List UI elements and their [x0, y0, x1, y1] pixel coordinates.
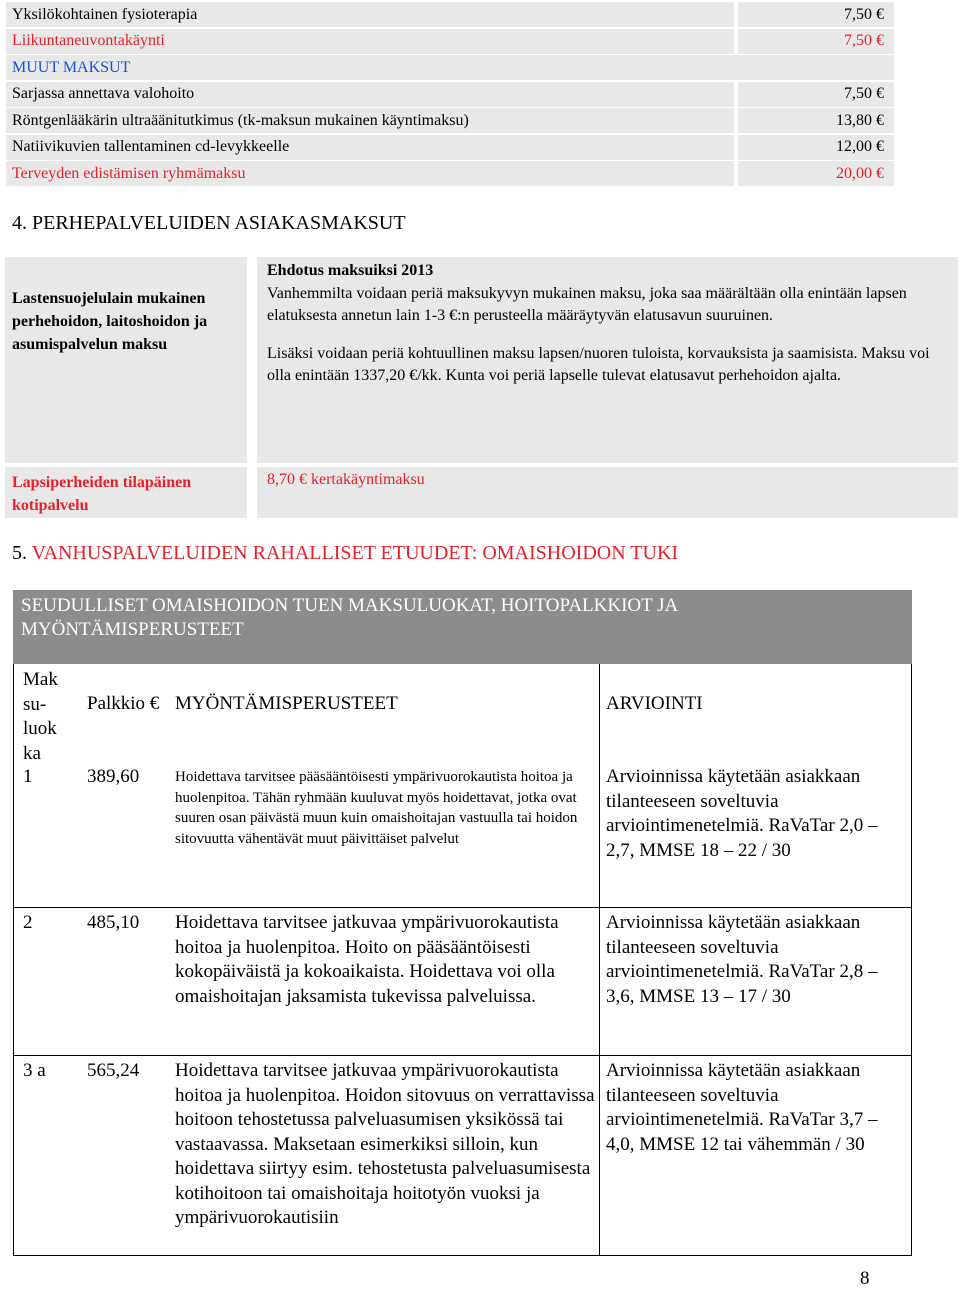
fee-value: 7,50 € [738, 82, 894, 107]
row-2-fee: 485,10 [87, 912, 140, 933]
fee-row [6, 29, 894, 54]
section-4-heading: 4. PERHEPALVELUIDEN ASIAKASMAKSUT [12, 212, 406, 234]
caregiver-support-table [13, 590, 912, 1256]
row-3-criteria: Hoidettava tarvitsee jatkuvaa ympärivuorokautista hoitoa ja huolenpitoa. Hoidon sitovuus on verrattavissa hoitoon tehostetussa palveluasumisen yksikössä tai vastaavassa. Maksetaan esimerkiksi silloin, kun hoidettava siirtyy esim. tehostetusta palveluasumisesta kotihoitoon tai omaishoitaja hoitotyön vuoksi ja ympärivuorokautisiin [175, 1060, 595, 1228]
proposal-title: Ehdotus maksuiksi 2013 [267, 262, 434, 279]
row-3-class: 3 a [23, 1060, 46, 1081]
caregiver-table-title: SEUDULLISET OMAISHOIDON TUEN MAKSULUOKAT, HOITOPALKKIOT JA MYÖNTÄMISPERUSTEET [13, 590, 912, 664]
row-3-fee: 565,24 [87, 1060, 140, 1081]
row-1-class: 1 [23, 766, 33, 787]
caregiver-table-grid [13, 664, 912, 1256]
fee-label: Terveyden edistämisen ryhmämaksu [6, 161, 734, 186]
fee-value: 7,50 € [738, 29, 894, 54]
fee-section-header [6, 55, 894, 80]
proposal-paragraph-1: Vanhemmilta voidaan periä maksukyvyn mukainen maksu, joka saa määrältään olla enintään lapsen elatuksesta annetun lain 1-3 €:n perusteella määräytyvän elatusavun suuruinen. [267, 284, 907, 324]
fee-row [6, 161, 894, 186]
row-1-assessment: Arvioinnissa käytetään asiakkaan tilanteeseen soveltuvia arviointimenetelmiä. RaVaTar 2,0 – 2,7, MMSE 18 – 22 / 30 [606, 766, 878, 861]
col-header-class: Mak su- luok ka [23, 669, 58, 764]
fee-label: Natiivikuvien tallentaminen cd-levykkeelle [6, 135, 734, 160]
fee-row [6, 135, 894, 160]
proposal-paragraph-2: Lisäksi voidaan periä kohtuullinen maksu lapsen/nuoren tuloista, korvauksista ja saamisista. Maksu voi olla enintään 1337,20 €/kk. Kunta voi periä lapselle tulevat elatusavut perhehoidon ajalta. [267, 344, 930, 384]
fee-value: 13,80 € [738, 108, 894, 133]
fee-row [6, 2, 894, 27]
col-header-criteria: MYÖNTÄMISPERUSTEET [175, 693, 398, 714]
fee-row [6, 108, 894, 133]
row-2-assessment: Arvioinnissa käytetään asiakkaan tilanteeseen soveltuvia arviointimenetelmiä. RaVaTar 2,8 – 3,6, MMSE 13 – 17 / 30 [606, 912, 878, 1007]
fee-value: 12,00 € [738, 135, 894, 160]
family-value-column [257, 257, 958, 518]
fee-table [6, 2, 894, 188]
page-number: 8 [860, 1268, 870, 1289]
row-1-criteria: Hoidettava tarvitsee pääsääntöisesti ympärivuorokautista hoitoa ja huolenpitoa. Tähän ryhmään kuuluvat myös hoidettavat, jotka ovat suuren osan päivästä muun kuin omaishoitajan vastuulla tai hoidon sitovuutta vähentävät muut päivittäiset palvelut [175, 769, 578, 847]
fee-label: Sarjassa annettava valohoito [6, 82, 734, 107]
row-1-fee: 389,60 [87, 766, 140, 787]
col-header-fee: Palkkio € [87, 693, 160, 714]
section-5-heading [12, 542, 678, 565]
home-help-label: Lapsiperheiden tilapäinen kotipalvelu [5, 467, 247, 518]
fee-value: 7,50 € [738, 2, 894, 27]
col-header-assessment: ARVIOINTI [606, 693, 703, 714]
family-services-table [5, 257, 958, 518]
family-label-column [5, 257, 247, 518]
row-2-criteria: Hoidettava tarvitsee jatkuvaa ympärivuorokautista hoitoa ja huolenpitoa. Hoito on pääsääntöisesti kokopäiväistä ja kokoaikaista. Hoidettava voi olla omaishoitajan jaksamista tukevissa palveluissa. [175, 912, 559, 1007]
row-2-class: 2 [23, 912, 33, 933]
child-welfare-label: Lastensuojelulain mukainen perhehoidon, laitoshoidon ja asumispalvelun maksu [5, 257, 247, 463]
fee-row [6, 82, 894, 107]
child-welfare-description [257, 257, 958, 463]
fee-value: 20,00 € [738, 161, 894, 186]
section-5-title: VANHUSPALVELUIDEN RAHALLISET ETUUDET: OMAISHOIDON TUKI [31, 542, 679, 564]
fee-label: MUUT MAKSUT [6, 55, 894, 80]
fee-label: Röntgenlääkärin ultraäänitutkimus (tk-maksun mukainen käyntimaksu) [6, 108, 734, 133]
row-3-assessment: Arvioinnissa käytetään asiakkaan tilanteeseen soveltuvia arviointimenetelmiä. RaVaTar 3,7 – 4,0, MMSE 12 tai vähemmän / 30 [606, 1060, 878, 1155]
home-help-fee: 8,70 € kertakäyntimaksu [257, 467, 958, 518]
fee-label: Liikuntaneuvontakäynti [6, 29, 734, 54]
section-5-number: 5. [12, 542, 32, 564]
fee-label: Yksilökohtainen fysioterapia [6, 2, 734, 27]
